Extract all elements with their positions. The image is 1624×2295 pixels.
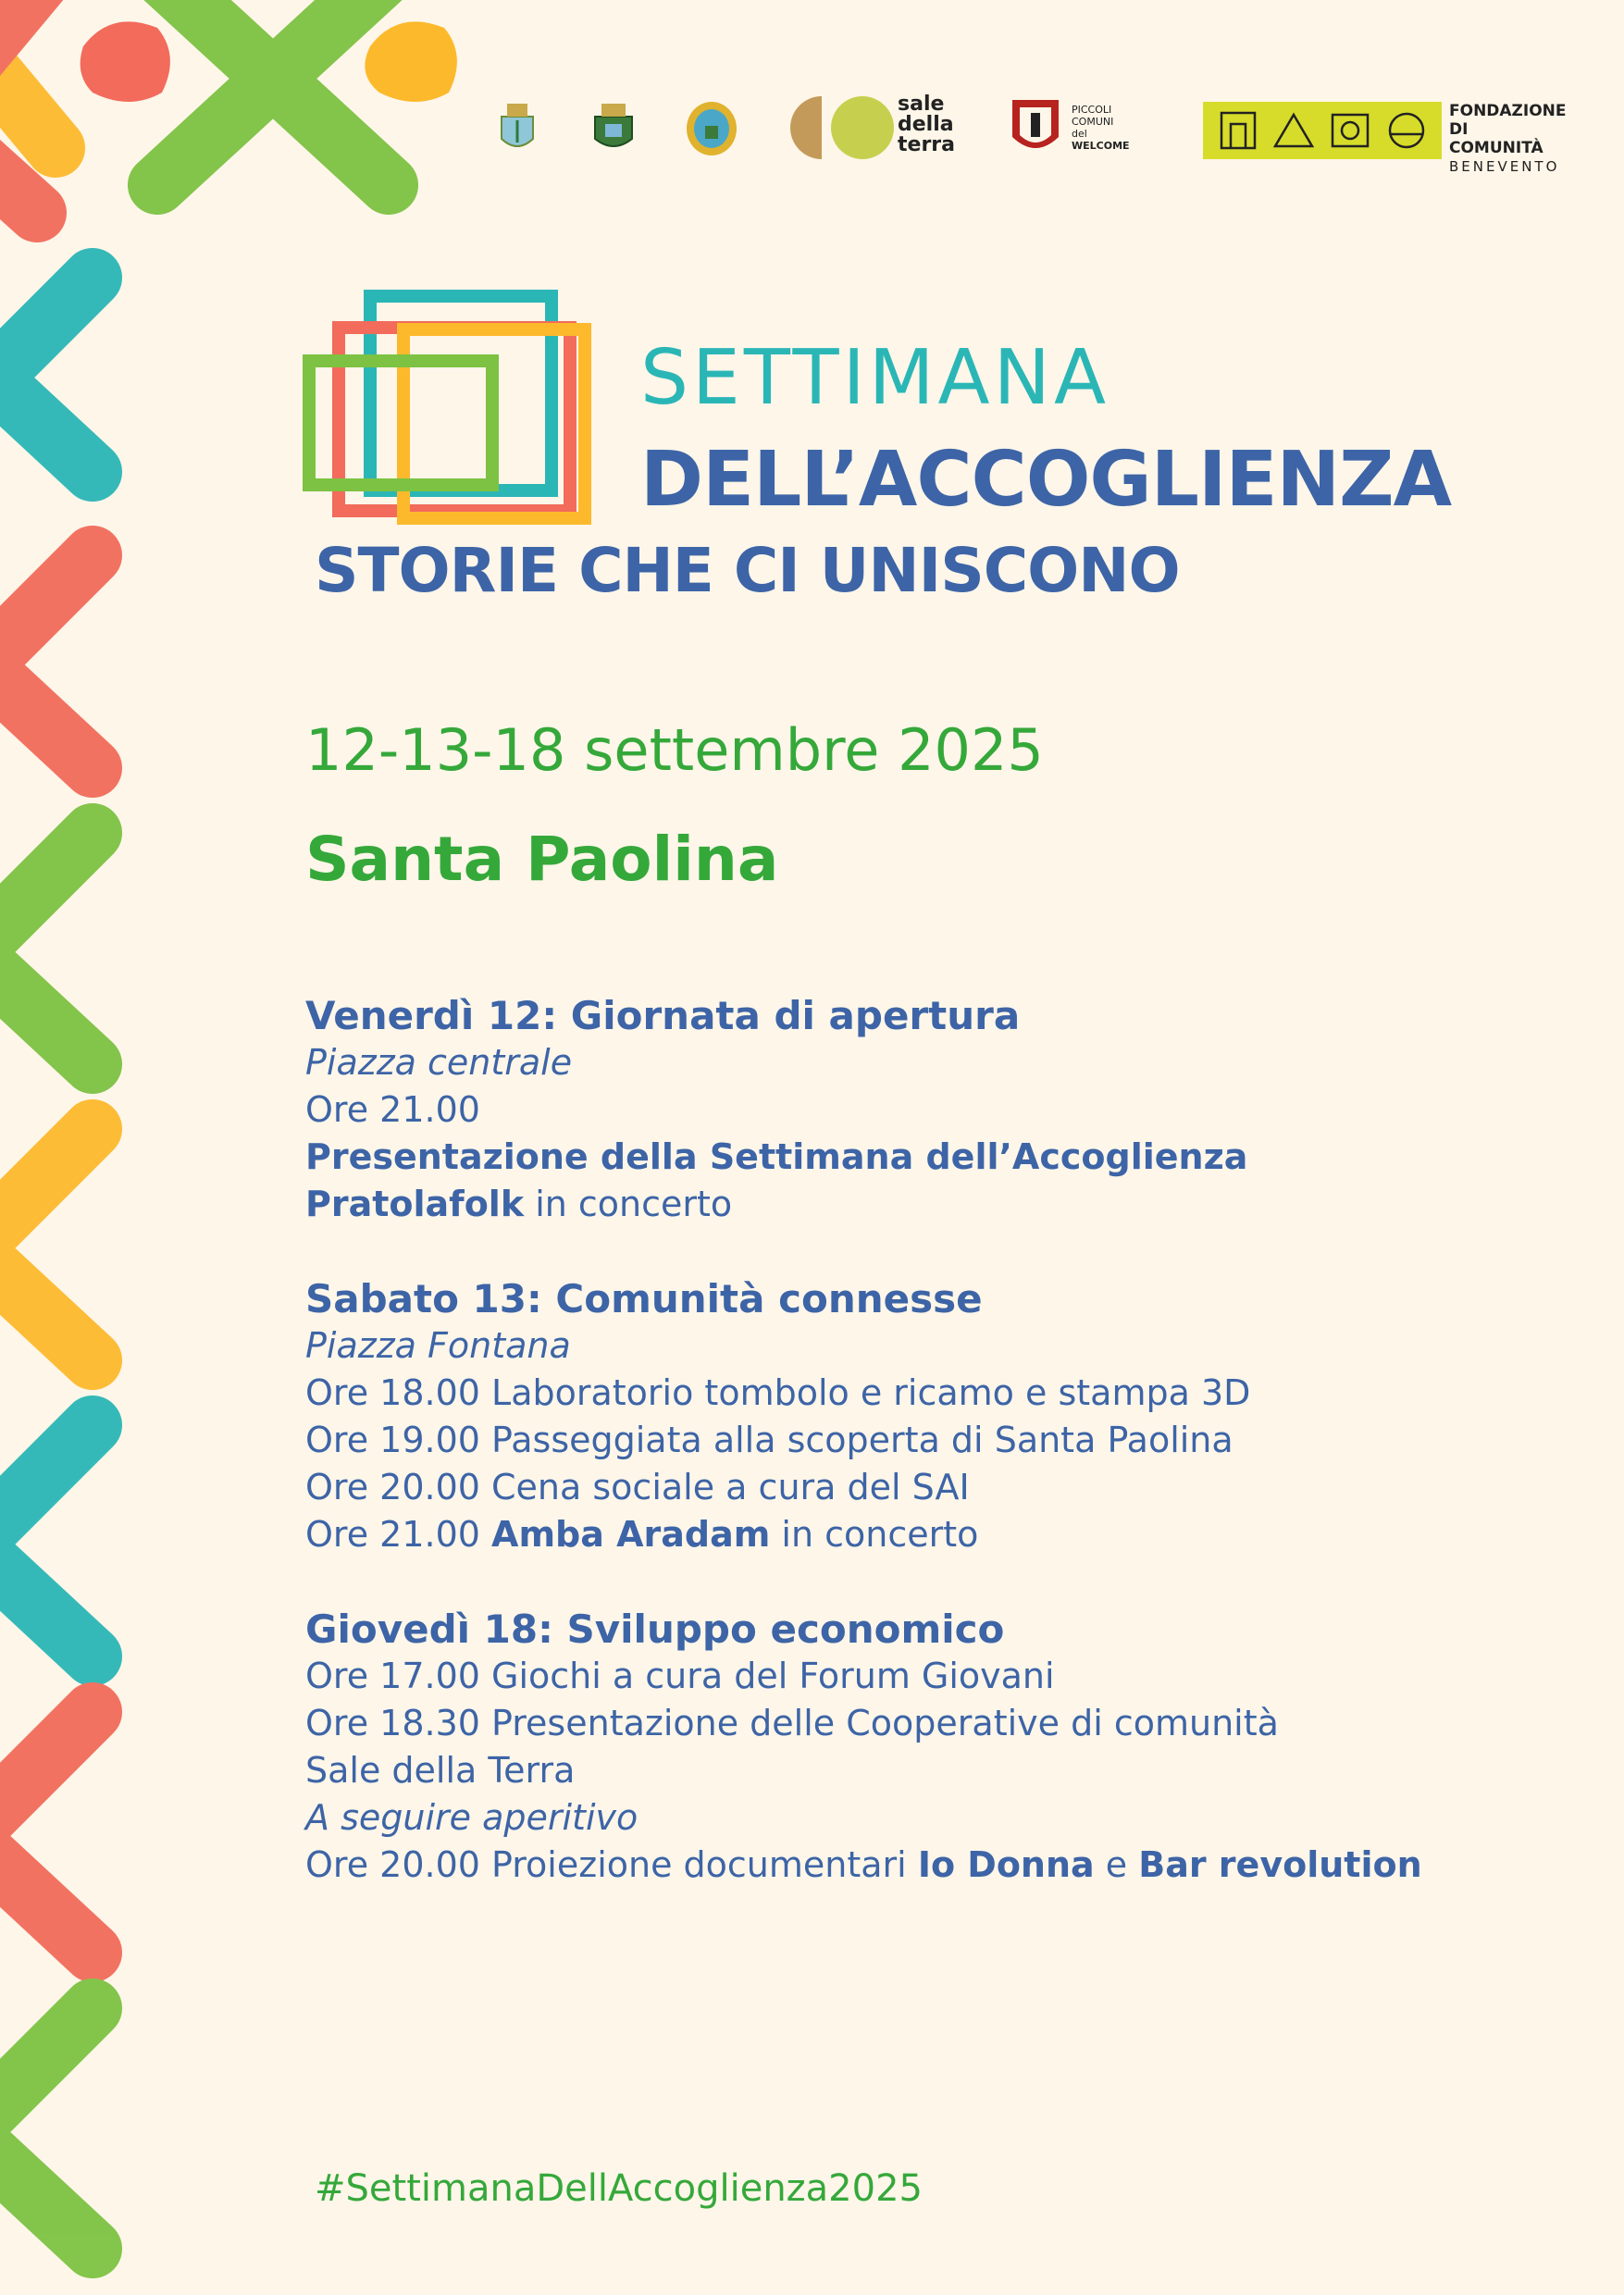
fondazione-symbols-icon (1203, 102, 1442, 159)
program-line: Ore 17.00 Giochi a cura del Forum Giovani (305, 1656, 1055, 1696)
title-line-1: SETTIMANA (640, 334, 1110, 422)
program-line: A seguire aperitivo (305, 1797, 638, 1838)
program-line: Ore 20.00 Proiezione documentari Io Donna e Bar revolution (305, 1844, 1422, 1885)
program (305, 992, 1564, 1936)
hashtag: #SettimanaDellAccoglienza2025 (315, 2167, 923, 2210)
sale-della-terra-logo (788, 94, 896, 161)
day-location: Piazza centrale (305, 1042, 573, 1083)
municipal-crest-icon (498, 100, 537, 157)
piccoli-comuni-wordmark: PICCOLI COMUNI del WELCOME (1072, 104, 1130, 152)
day-title: Sabato 13: Comunità connesse (305, 1276, 983, 1321)
title-line-2: DELL’ACCOGLIENZA (640, 436, 1452, 524)
program-line: Ore 18.30 Presentazione delle Cooperative di comunità (305, 1703, 1279, 1743)
event-dates: 12-13-18 settembre 2025 (305, 716, 1044, 784)
municipal-seal-icon (685, 100, 738, 157)
event-place: Santa Paolina (305, 824, 779, 895)
program-line: Ore 21.00 (305, 1089, 480, 1130)
subtitle: STORIE CHE CI UNISCONO (315, 535, 1180, 606)
day-2-block (305, 1275, 1564, 1558)
day-3-block (305, 1606, 1564, 1889)
program-line: Presentazione della Settimana dell’Accoglienza (305, 1136, 1248, 1177)
program-line: Sale della Terra (305, 1750, 576, 1791)
day-title: Giovedì 18: Sviluppo economico (305, 1606, 1005, 1652)
program-line: Pratolafolk in concerto (305, 1184, 733, 1224)
day-1-block (305, 992, 1564, 1228)
fondazione-wordmark: FONDAZIONE DI COMUNITÀ BENEVENTO (1449, 102, 1567, 175)
fondazione-logo-bar (1203, 102, 1442, 159)
program-line: Ore 20.00 Cena sociale a cura del SAI (305, 1467, 970, 1507)
sale-della-terra-wordmark: sale della terra (898, 93, 955, 156)
day-location: Piazza Fontana (305, 1325, 571, 1366)
program-line: Ore 19.00 Passeggiata alla scoperta di Santa Paolina (305, 1420, 1233, 1460)
program-line: Ore 18.00 Laboratorio tombolo e ricamo e stampa 3D (305, 1372, 1251, 1413)
squares-logo-icon (302, 289, 598, 526)
municipal-crest-icon (590, 100, 637, 157)
piccoli-comuni-shield-icon (1009, 96, 1062, 159)
day-title: Venerdì 12: Giornata di apertura (305, 993, 1021, 1038)
program-line: Ore 21.00 Amba Aradam in concerto (305, 1514, 979, 1555)
